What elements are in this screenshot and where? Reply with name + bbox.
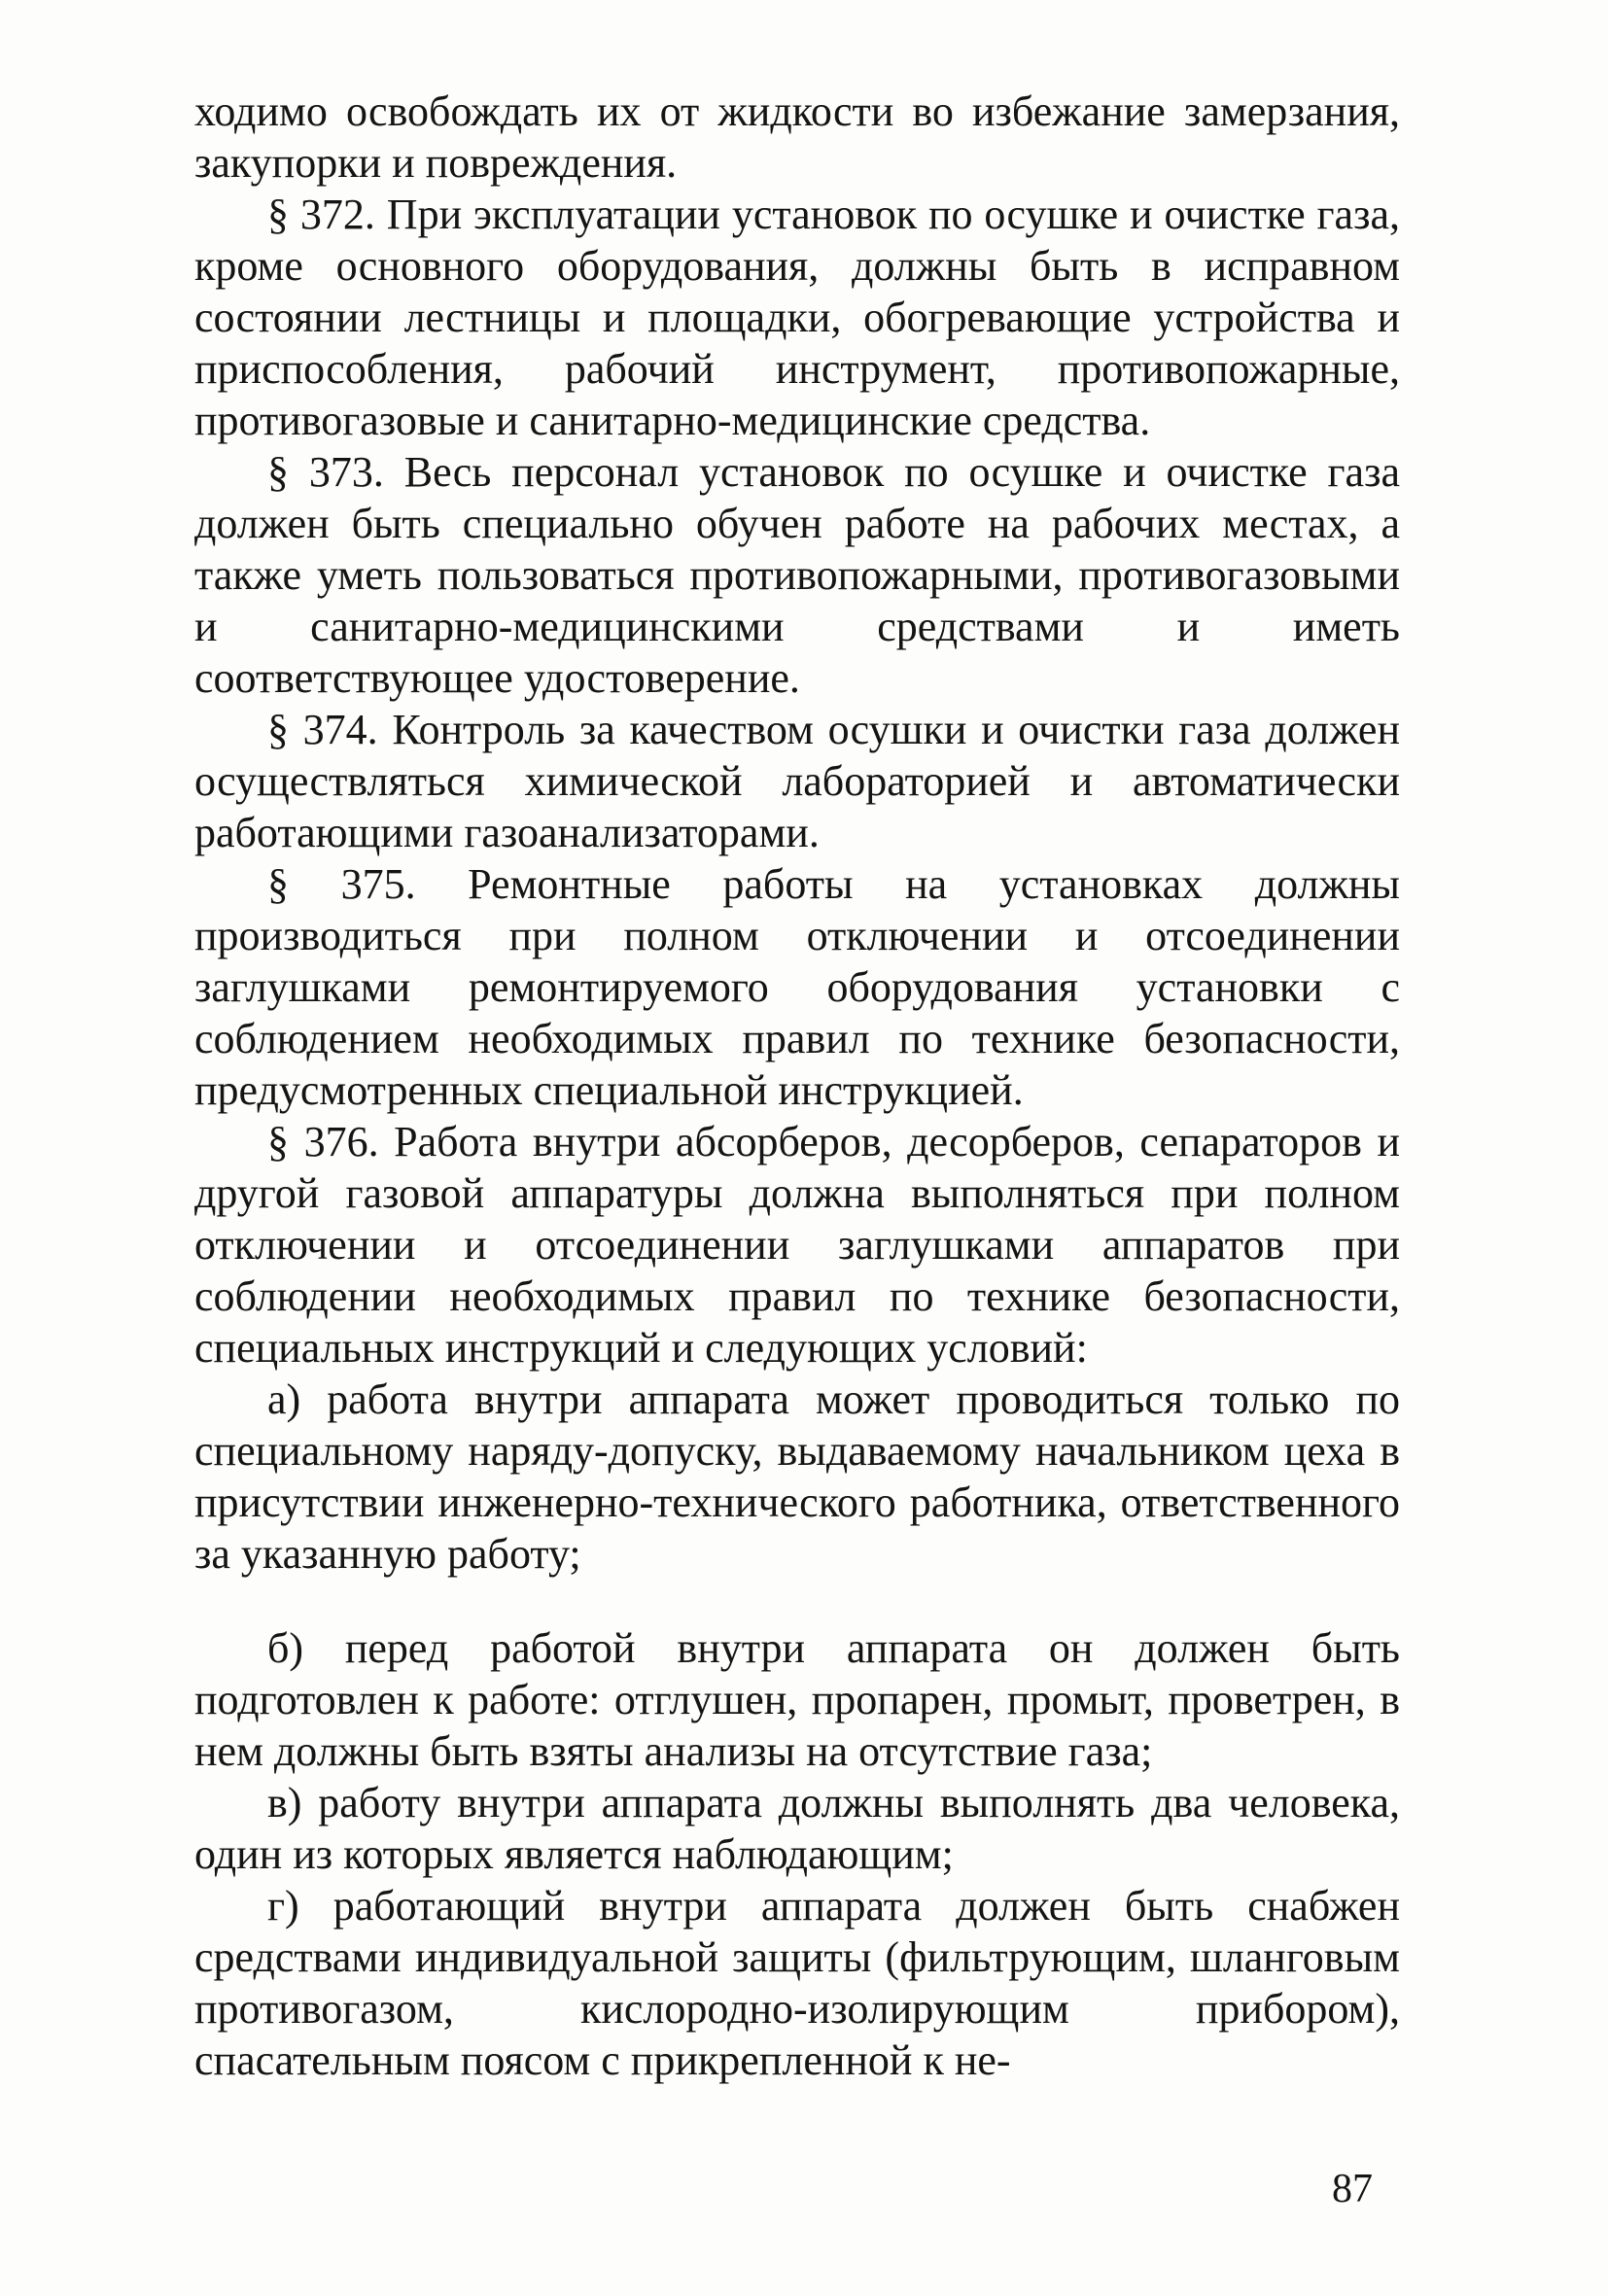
paragraph-section-373: § 373. Весь персонал установок по осушке и очистке газа должен быть специально обучен работе на рабочих местах, а также уметь пользоваться противопожарными, противогазовыми и санитарно-медицинскими средствами и иметь соответствующее удостоверение. — [194, 448, 1400, 702]
paragraph-gap — [194, 1580, 1400, 1622]
page-number: 87 — [1332, 2167, 1373, 2211]
paragraph-section-375: § 375. Ремонтные работы на установках должны производиться при полном отключении и отсоединении заглушками ремонтируемого оборудования установки с соблюдением необходимых правил по технике безопасности, предусмотренных специальной инструкцией. — [194, 860, 1400, 1114]
list-item-g: г) работающий внутри аппарата должен быть снабжен средствами индивидуальной защиты (фильтрующим, шланговым противогазом, кислородно-изолирующим прибором), спасательным поясом с прикрепленной к не- — [194, 1882, 1400, 2084]
list-item-b: б) перед работой внутри аппарата он должен быть подготовлен к работе: отглушен, пропарен, промыт, проветрен, в нем должны быть взяты анализы на отсутствие газа; — [194, 1624, 1400, 1775]
list-item-a: а) работа внутри аппарата может проводиться только по специальному наряду-допуску, выдаваемому начальником цеха в присутствии инженерно-технического работника, ответственного за указанную работу; — [194, 1375, 1400, 1578]
paragraph-section-376: § 376. Работа внутри абсорберов, десорберов, сепараторов и другой газовой аппаратуры должна выполняться при полном отключении и отсоединении заглушками аппаратов при соблюдении необходимых правил по технике безопасности, специальных инструкций и следующих условий: — [194, 1118, 1400, 1372]
paragraph-section-374: § 374. Контроль за качеством осушки и очистки газа должен осуществляться химической лабораторией и автоматически работающими газоанализаторами. — [194, 706, 1400, 856]
body-text — [194, 86, 1400, 2086]
paragraph-section-372: § 372. При эксплуатации установок по осушке и очистке газа, кроме основного оборудования, должны быть в исправном состоянии лестницы и площадки, обогревающие устройства и приспособления, рабочий инструмент, противопожарные, противогазовые и санитарно-медицинские средства. — [194, 191, 1400, 444]
paragraph-continuation: ходимо освобождать их от жидкости во избежание замерзания, закупорки и повреждения. — [194, 87, 1400, 187]
list-item-v: в) работу внутри аппарата должны выполнять два человека, один из которых является наблюдающим; — [194, 1779, 1400, 1878]
